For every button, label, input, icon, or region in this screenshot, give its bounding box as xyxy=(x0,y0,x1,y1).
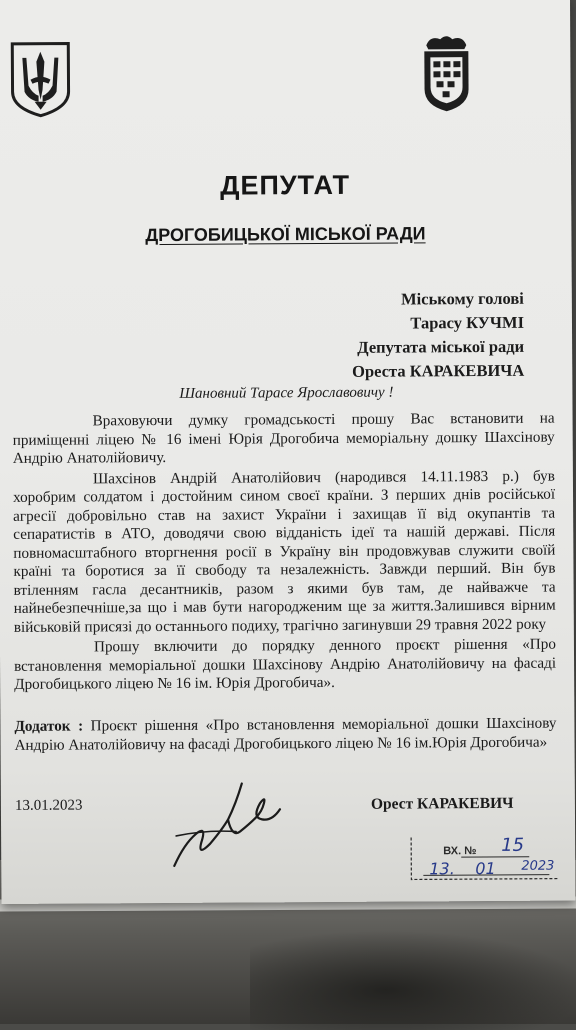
body-paragraph: Прошу включити до порядку денного проєкт рішення «Про встановлення меморіальної дошки Шахсінову Андрію Анатолійовичу на фасаді Дрогобицького ліцею № 16 ім. Юрія Дрогобича». xyxy=(14,636,556,695)
document-date: 13.01.2023 xyxy=(15,797,83,814)
signature-mark xyxy=(166,773,287,874)
hand-shadow xyxy=(250,930,576,1030)
addressee-line: Ореста КАРАКЕВИЧА xyxy=(352,359,524,384)
appendix xyxy=(14,715,556,755)
ukraine-trident-icon xyxy=(8,40,72,118)
body-paragraph: Шахсінов Андрій Анатолійович (народився 14.11.1983 р.) був хоробрим солдатом і достойним сином своєї країни. З перших днів російської агресії добровільно став на захист України і захищав її від окупантів та сепаратистів в АТО, доводячи свою відданість ідеї та нашій державі. Після повномасштабного вторгнення росії в Україну він продовжував служити своїй країні та боротися за її свободу та незалежність. Завжди перший. Він був втіленням гасла десантників, разом з якими був там, де найважче та найнебезпечніше,за що і мав бути нагородженим ще за життя.Залишився вірним військовій присязі до останнього подиху, трагічно загинувши 29 травня 2022 року xyxy=(13,467,556,637)
body-paragraph: Враховуючи думку громадськості прошу Вас встановити на приміщенні ліцею № 16 імені Юрія Дрогобича меморіальну дошку Шахсінову Андрію Анатолійовичу. xyxy=(13,410,555,469)
stamp-label: ВХ. № xyxy=(443,845,476,857)
document-title: ДЕПУТАТ xyxy=(0,168,573,203)
stamp-day: 13. xyxy=(429,859,455,878)
stamp-year: 2023 xyxy=(521,859,554,874)
appendix-label: Додаток : xyxy=(14,717,83,734)
stamp-number: 15 xyxy=(501,835,524,856)
city-coat-of-arms-icon xyxy=(420,33,472,113)
addressee-line: Міському голові xyxy=(352,287,524,312)
document-subtitle: ДРОГОБИЦЬКОЇ МІСЬКОЇ РАДИ xyxy=(0,222,573,247)
registration-stamp xyxy=(409,835,559,886)
greeting: Шановний Тарасе Ярославовичу ! xyxy=(0,383,574,404)
addressee-line: Депутата міської ради xyxy=(352,335,524,360)
letter-body xyxy=(13,410,557,697)
signer-name: Орест КАРАКЕВИЧ xyxy=(371,795,514,814)
addressee-block xyxy=(352,287,525,384)
addressee-line: Тарасу КУЧМІ xyxy=(352,311,524,336)
stamp-month: 01 xyxy=(475,859,495,878)
appendix-text: Проєкт рішення «Про встановлення меморіальної дошки Шахсінову Андрію Анатолійовичу на фасаді Дрогобицького ліцею № 16 ім.Юрія Дрогобича» xyxy=(14,715,556,754)
